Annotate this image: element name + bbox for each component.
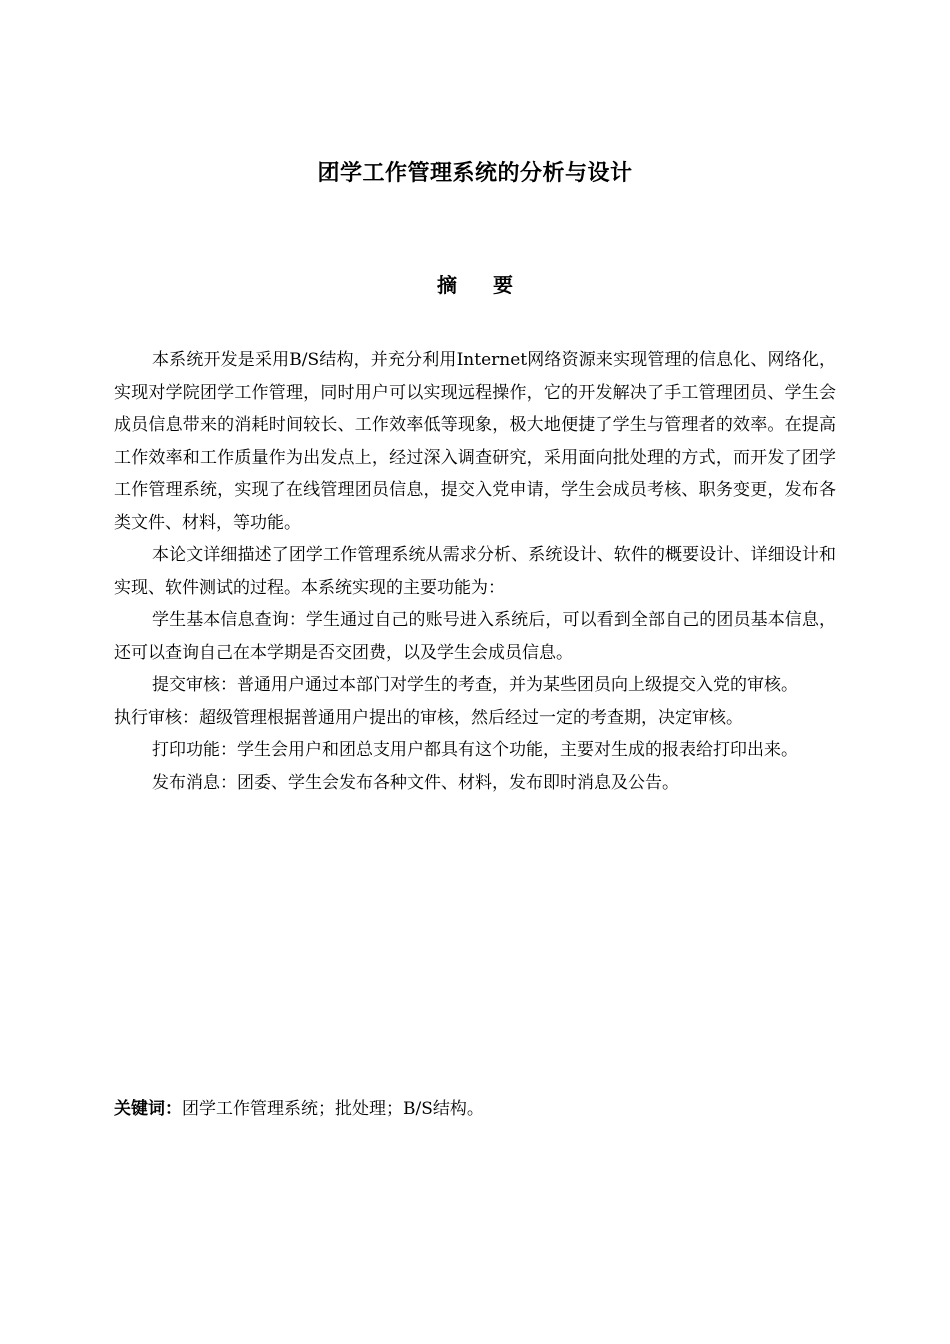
feature-paragraph-print: 打印功能：学生会用户和团总支用户都具有这个功能，主要对生成的报表给打印出来。: [152, 740, 798, 760]
feature-paragraph-publish: 发布消息：团委、学生会发布各种文件、材料，发布即时消息及公告。: [152, 772, 679, 793]
paper-title: 团学工作管理系统的分析与设计: [317, 161, 633, 186]
feature-paragraph-submit-review: 提交审核：普通用户通过本部门对学生的考查，并为某些团员向上级提交入党的审核。: [152, 675, 798, 695]
keywords-label: 关键词：: [114, 1099, 182, 1119]
keywords-line: [114, 1093, 836, 1125]
abstract-heading-char-1: 摘: [437, 273, 457, 297]
abstract-heading: [0, 270, 950, 300]
keywords-text: 团学工作管理系统；批处理；B/S结构。: [182, 1099, 484, 1119]
abstract-body: [114, 344, 836, 799]
feature-paragraph-execute-review: 执行审核：超级管理根据普通用户提出的审核，然后经过一定的考查期，决定审核。: [114, 707, 743, 728]
abstract-heading-char-2: 要: [493, 273, 513, 297]
abstract-paragraph: 本系统开发是采用B/S结构，并充分利用Internet网络资源来实现管理的信息化、网络化，实现对学院团学工作管理，同时用户可以实现远程操作，它的开发解决了手工管理团员、学生会成员信息带来的消耗时间较长、工作效率低等现象，极大地便捷了学生与管理者的效率。在提高工作效率和工作质量作为出发点上，经过深入调查研究，采用面向批处理的方式，而开发了团学工作管理系统，实现了在线管理团员信息，提交入党申请，学生会成员考核、职务变更，发布各类文件、材料，等功能。: [114, 350, 836, 533]
feature-paragraph-student-info: 学生基本信息查询：学生通过自己的账号进入系统后，可以看到全部自己的团员基本信息，还可以查询自己在本学期是否交团费，以及学生会成员信息。: [114, 610, 836, 663]
abstract-paragraph: 本论文详细描述了团学工作管理系统从需求分析、系统设计、软件的概要设计、详细设计和实现、软件测试的过程。本系统实现的主要功能为：: [114, 545, 836, 598]
